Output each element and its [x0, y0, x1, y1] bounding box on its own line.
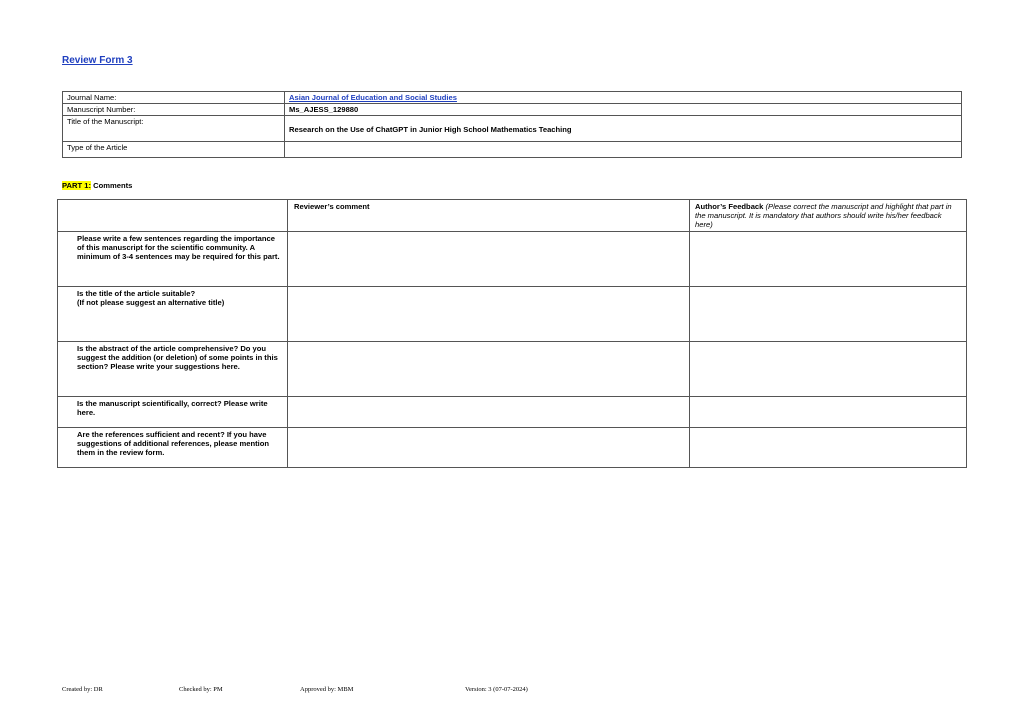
footer-approved-by: Approved by: MBM — [300, 686, 354, 693]
author-feedback-instruction: (Please correct the manuscript and highlight that part in the manuscript. It is mandatory that authors should write his/her feedback here) — [695, 202, 952, 229]
question-text: Is the abstract of the article comprehensive? Do you suggest the addition (or deletion) of some points in this section? Please write your suggestions here. — [58, 342, 288, 397]
author-feedback-title: Author’s Feedback — [695, 202, 764, 211]
manuscript-number-label: Manuscript Number: — [63, 104, 285, 116]
comments-table — [57, 199, 967, 468]
reviewer-comment-header: Reviewer’s comment — [288, 200, 690, 232]
reviewer-comment-cell[interactable] — [288, 397, 690, 428]
manuscript-title-value: Research on the Use of ChatGPT in Junior High School Mathematics Teaching — [285, 116, 962, 142]
reviewer-comment-cell[interactable] — [288, 232, 690, 287]
author-feedback-header — [690, 200, 967, 232]
footer-created-by: Created by: DR — [62, 686, 103, 693]
part-1-heading — [62, 181, 132, 190]
question-text: Please write a few sentences regarding the importance of this manuscript for the scientific community. A minimum of 3-4 sentences may be required for this part. — [58, 232, 288, 287]
author-feedback-cell[interactable] — [690, 342, 967, 397]
footer-version: Version: 3 (07-07-2024) — [465, 686, 528, 693]
question-text: Is the title of the article suitable? (If not please suggest an alternative title) — [58, 287, 288, 342]
reviewer-comment-cell[interactable] — [288, 287, 690, 342]
part-1-label: PART 1: — [62, 181, 91, 190]
reviewer-comment-cell[interactable] — [288, 428, 690, 468]
question-text: Are the references sufficient and recent? If you have suggestions of additional references, please mention them in the review form. — [58, 428, 288, 468]
manuscript-title-row — [63, 116, 962, 142]
reviewer-comment-cell[interactable] — [288, 342, 690, 397]
manuscript-number-value: Ms_AJESS_129880 — [285, 104, 962, 116]
question-header — [58, 200, 288, 232]
part-1-title: Comments — [90, 181, 133, 190]
author-feedback-cell[interactable] — [690, 397, 967, 428]
article-type-row — [63, 142, 962, 158]
author-feedback-cell[interactable] — [690, 428, 967, 468]
manuscript-title-label: Title of the Manuscript: — [63, 116, 285, 142]
footer-checked-by: Checked by: PM — [179, 686, 223, 693]
question-row — [58, 342, 967, 397]
journal-name-cell — [285, 92, 962, 104]
question-row — [58, 397, 967, 428]
article-type-label: Type of the Article — [63, 142, 285, 158]
question-row — [58, 232, 967, 287]
author-feedback-cell[interactable] — [690, 287, 967, 342]
question-row — [58, 428, 967, 468]
manuscript-number-row — [63, 104, 962, 116]
question-text: Is the manuscript scientifically, correct? Please write here. — [58, 397, 288, 428]
question-row — [58, 287, 967, 342]
comments-header-row — [58, 200, 967, 232]
journal-name-label: Journal Name: — [63, 92, 285, 104]
manuscript-info-table — [62, 91, 962, 158]
journal-name-link[interactable]: Asian Journal of Education and Social Studies — [289, 93, 457, 102]
journal-name-row — [63, 92, 962, 104]
author-feedback-cell[interactable] — [690, 232, 967, 287]
form-title: Review Form 3 — [62, 55, 133, 66]
article-type-value[interactable] — [285, 142, 962, 158]
